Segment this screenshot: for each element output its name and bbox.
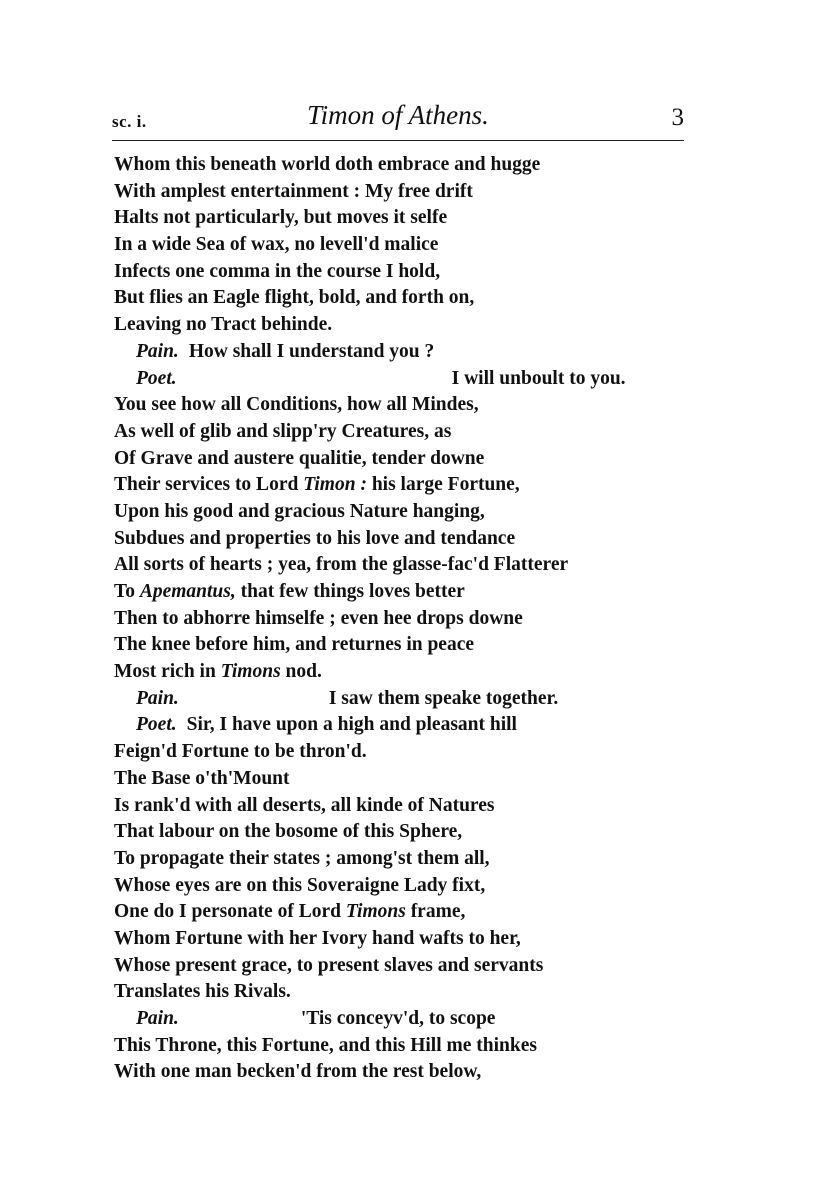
line-text: nod. bbox=[280, 661, 322, 683]
verse-line bbox=[114, 205, 734, 232]
verse-line bbox=[114, 819, 734, 846]
verse-line bbox=[114, 232, 734, 259]
verse-line bbox=[114, 739, 734, 766]
verse-line bbox=[114, 419, 734, 446]
line-text: To propagate their states ; among'st them all, bbox=[114, 847, 490, 869]
verse-line bbox=[114, 152, 734, 179]
line-text: In a wide Sea of wax, no levell'd malice bbox=[114, 234, 439, 256]
line-text: that few things loves better bbox=[235, 581, 465, 602]
line-text: 'Tis conceyv'd, to scope bbox=[300, 1008, 496, 1029]
scene-marker: sc. i. bbox=[112, 112, 147, 131]
italic-name: Timons bbox=[345, 901, 406, 923]
verse-line bbox=[114, 979, 734, 1006]
line-text: Subdues and properties to his love and tendance bbox=[114, 527, 516, 549]
line-text: his large Fortune, bbox=[366, 474, 520, 496]
line-text: That labour on the bosome of this Sphere, bbox=[114, 821, 463, 843]
verse-line bbox=[114, 953, 734, 980]
verse-line bbox=[114, 873, 734, 900]
line-text: Of Grave and austere qualitie, tender downe bbox=[114, 447, 485, 469]
line-text: Infects one comma in the course I hold, bbox=[114, 260, 441, 282]
verse-line bbox=[114, 259, 734, 286]
line-text: All sorts of hearts ; yea, from the glasse-fac'd Flatterer bbox=[114, 554, 569, 576]
line-text: This Throne, this Fortune, and this Hill me thinkes bbox=[114, 1034, 537, 1056]
line-text: Whose present grace, to present slaves and servants bbox=[114, 954, 544, 976]
line-text: Translates his Rivals. bbox=[114, 981, 291, 1003]
verse-line bbox=[114, 659, 734, 686]
italic-name: Apemantus, bbox=[139, 581, 236, 602]
verse-line bbox=[114, 472, 734, 499]
play-text bbox=[114, 152, 734, 1086]
running-title: Timon of Athens. bbox=[307, 100, 489, 130]
line-text: Sir, I have upon a high and pleasant hill bbox=[186, 714, 517, 736]
verse-line bbox=[114, 446, 734, 473]
verse-line bbox=[114, 846, 734, 873]
speaker-name: Pain. bbox=[136, 340, 179, 362]
verse-line bbox=[114, 793, 734, 820]
verse-line bbox=[114, 179, 734, 206]
line-text: The knee before him, and returnes in peace bbox=[114, 634, 475, 656]
line-text: Halts not particularly, but moves it selfe bbox=[114, 207, 448, 229]
line-text: One do I personate of Lord bbox=[114, 901, 346, 923]
italic-name: Timons bbox=[220, 661, 281, 683]
verse-line bbox=[114, 312, 734, 339]
verse-line bbox=[114, 766, 734, 793]
line-text: Their services to Lord bbox=[114, 474, 304, 496]
speech-line bbox=[114, 712, 734, 739]
line-text: Is rank'd with all deserts, all kinde of Natures bbox=[114, 794, 495, 816]
verse-line bbox=[114, 1033, 734, 1060]
speaker-name: Pain. bbox=[136, 687, 179, 709]
verse-line bbox=[114, 1059, 734, 1086]
verse-line bbox=[114, 579, 734, 606]
verse-line bbox=[114, 899, 734, 926]
speech-line bbox=[114, 366, 734, 393]
line-text: With amplest entertainment : My free drift bbox=[114, 180, 473, 202]
line-text: frame, bbox=[405, 901, 466, 923]
verse-line bbox=[114, 926, 734, 953]
verse-line bbox=[114, 526, 734, 553]
line-text: The Base o'th'Mount bbox=[114, 767, 290, 789]
line-text: Leaving no Tract behinde. bbox=[114, 314, 333, 336]
line-text: How shall I understand you ? bbox=[188, 340, 435, 362]
line-text: But flies an Eagle flight, bold, and forth on, bbox=[114, 287, 475, 309]
line-text: I will unboult to you. bbox=[451, 367, 626, 389]
line-text: I saw them speake together. bbox=[328, 687, 559, 709]
line-text: To bbox=[114, 581, 140, 602]
speaker-name: Poet. bbox=[136, 367, 177, 389]
line-text: With one man becken'd from the rest below, bbox=[114, 1061, 482, 1083]
speech-line bbox=[114, 339, 734, 366]
speech-line bbox=[114, 686, 734, 713]
line-text: Whom Fortune with her Ivory hand wafts to her, bbox=[114, 927, 521, 949]
verse-line bbox=[114, 632, 734, 659]
page-number: 3 bbox=[671, 104, 684, 131]
line-text: Upon his good and gracious Nature hanging, bbox=[114, 500, 485, 522]
verse-line bbox=[114, 285, 734, 312]
speech-line bbox=[114, 1006, 734, 1033]
speaker-name: Pain. bbox=[136, 1008, 179, 1029]
line-text: Feign'd Fortune to be thron'd. bbox=[114, 741, 367, 763]
speaker-name: Poet. bbox=[136, 714, 177, 736]
line-text: Most rich in bbox=[114, 661, 221, 683]
italic-name: Timon : bbox=[303, 474, 367, 496]
header-rule bbox=[112, 140, 684, 141]
line-text: As well of glib and slipp'ry Creatures, as bbox=[114, 420, 452, 442]
line-text: Whose eyes are on this Soveraigne Lady fixt, bbox=[114, 874, 486, 896]
verse-line bbox=[114, 552, 734, 579]
verse-line bbox=[114, 392, 734, 419]
line-text: You see how all Conditions, how all Mindes, bbox=[114, 394, 479, 416]
verse-line bbox=[114, 606, 734, 633]
page-header bbox=[112, 100, 684, 140]
line-text: Then to abhorre himselfe ; even hee drops downe bbox=[114, 607, 523, 629]
line-text: Whom this beneath world doth embrace and hugge bbox=[114, 154, 541, 175]
verse-line bbox=[114, 499, 734, 526]
